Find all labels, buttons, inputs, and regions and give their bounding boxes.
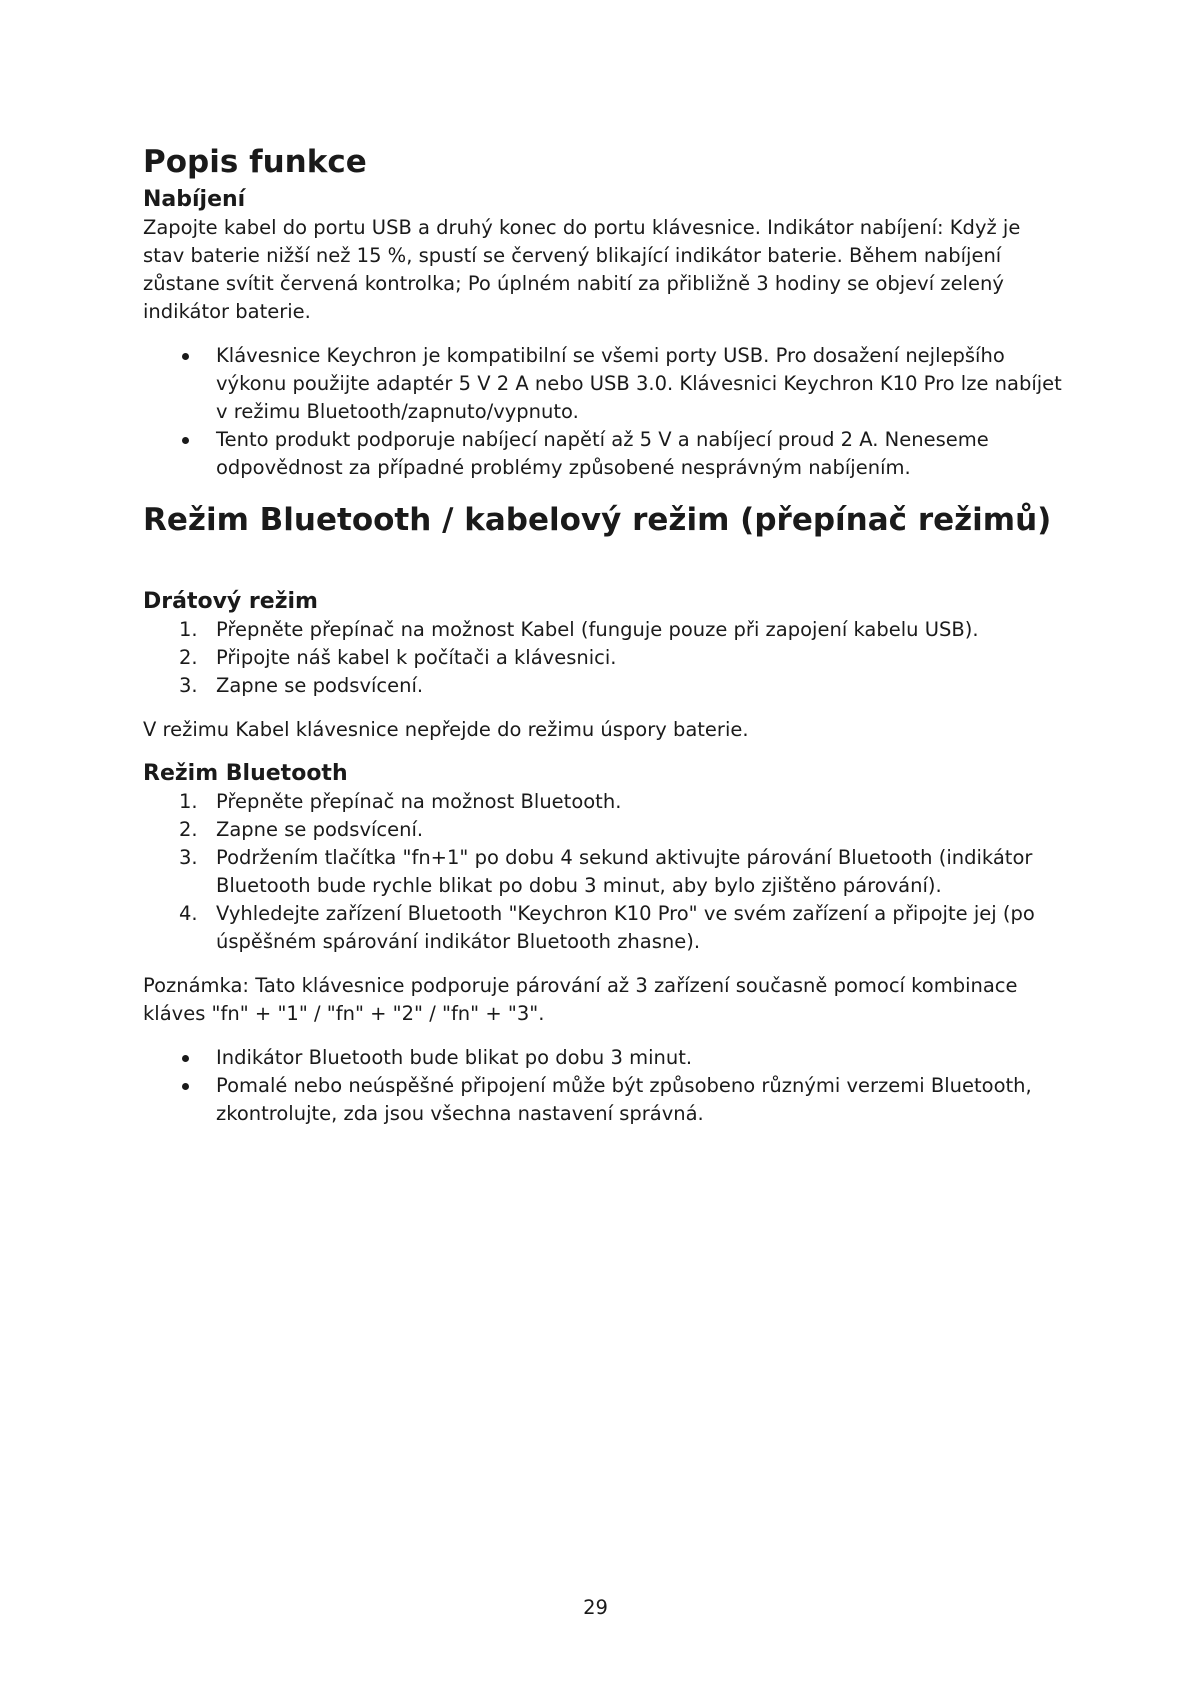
step-number: 2. xyxy=(179,646,198,669)
page-number: 29 xyxy=(583,1596,608,1619)
step-text: Připojte náš kabel k počítači a klávesnici. xyxy=(216,646,617,669)
mode-section-title: Režim Bluetooth / kabelový režim (přepínač režimů) xyxy=(143,502,1052,538)
list-item xyxy=(143,788,1063,816)
list-item: Klávesnice Keychron je kompatibilní se všemi porty USB. Pro dosažení nejlepšího výkonu použijte adaptér 5 V 2 A nebo USB 3.0. Klávesnici Keychron K10 Pro lze nabíjet v režimu Bluetooth/zapnuto/vypnuto. xyxy=(143,342,1063,426)
step-number: 3. xyxy=(179,846,198,869)
bluetooth-bullet-list xyxy=(143,1044,1063,1128)
step-number: 1. xyxy=(179,790,198,813)
list-item: Indikátor Bluetooth bude blikat po dobu 3 minut. xyxy=(143,1044,1063,1072)
list-item xyxy=(143,616,1063,644)
document-page xyxy=(143,142,1063,1128)
wired-steps xyxy=(143,616,1063,700)
step-text: Zapne se podsvícení. xyxy=(216,818,424,841)
list-item: Tento produkt podporuje nabíjecí napětí až 5 V a nabíjecí proud 2 A. Neneseme odpovědnost za případné problémy způsobené nesprávným nabíjením. xyxy=(143,426,1063,482)
step-text: Přepněte přepínač na možnost Bluetooth. xyxy=(216,790,622,813)
list-item xyxy=(143,644,1063,672)
bluetooth-steps xyxy=(143,788,1063,956)
wired-heading: Drátový režim xyxy=(143,589,318,614)
list-item: Pomalé nebo neúspěšné připojení může být způsobeno různými verzemi Bluetooth, zkontrolujte, zda jsou všechna nastavení správná. xyxy=(143,1072,1063,1128)
bluetooth-heading: Režim Bluetooth xyxy=(143,761,348,786)
list-item xyxy=(143,844,1063,900)
list-item xyxy=(143,816,1063,844)
charging-bullet-list xyxy=(143,342,1063,482)
bluetooth-note: Poznámka: Tato klávesnice podporuje párování až 3 zařízení současně pomocí kombinace kláves "fn" + "1" / "fn" + "2" / "fn" + "3". xyxy=(143,974,1018,1025)
step-number: 3. xyxy=(179,674,198,697)
section-title: Popis funkce xyxy=(143,144,367,180)
step-text: Vyhledejte zařízení Bluetooth "Keychron K10 Pro" ve svém zařízení a připojte jej (po úspěšném spárování indikátor Bluetooth zhasne). xyxy=(216,902,1035,953)
charging-heading: Nabíjení xyxy=(143,187,246,212)
step-number: 1. xyxy=(179,618,198,641)
step-text: Podržením tlačítka "fn+1" po dobu 4 sekund aktivujte párování Bluetooth (indikátor Bluetooth bude rychle blikat po dobu 3 minut, aby bylo zjištěno párování). xyxy=(216,846,1033,897)
list-item xyxy=(143,900,1063,956)
step-text: Zapne se podsvícení. xyxy=(216,674,424,697)
step-text: Přepněte přepínač na možnost Kabel (funguje pouze při zapojení kabelu USB). xyxy=(216,618,979,641)
list-item xyxy=(143,672,1063,700)
charging-paragraph: Zapojte kabel do portu USB a druhý konec do portu klávesnice. Indikátor nabíjení: Když je stav baterie nižší než 15 %, spustí se červený blikající indikátor baterie. Během nabíjení zůstane svítit červená kontrolka; Po úplném nabití za přibližně 3 hodiny se objeví zelený indikátor baterie. xyxy=(143,216,1021,323)
step-number: 2. xyxy=(179,818,198,841)
step-number: 4. xyxy=(179,902,198,925)
wired-note: V režimu Kabel klávesnice nepřejde do režimu úspory baterie. xyxy=(143,718,749,741)
